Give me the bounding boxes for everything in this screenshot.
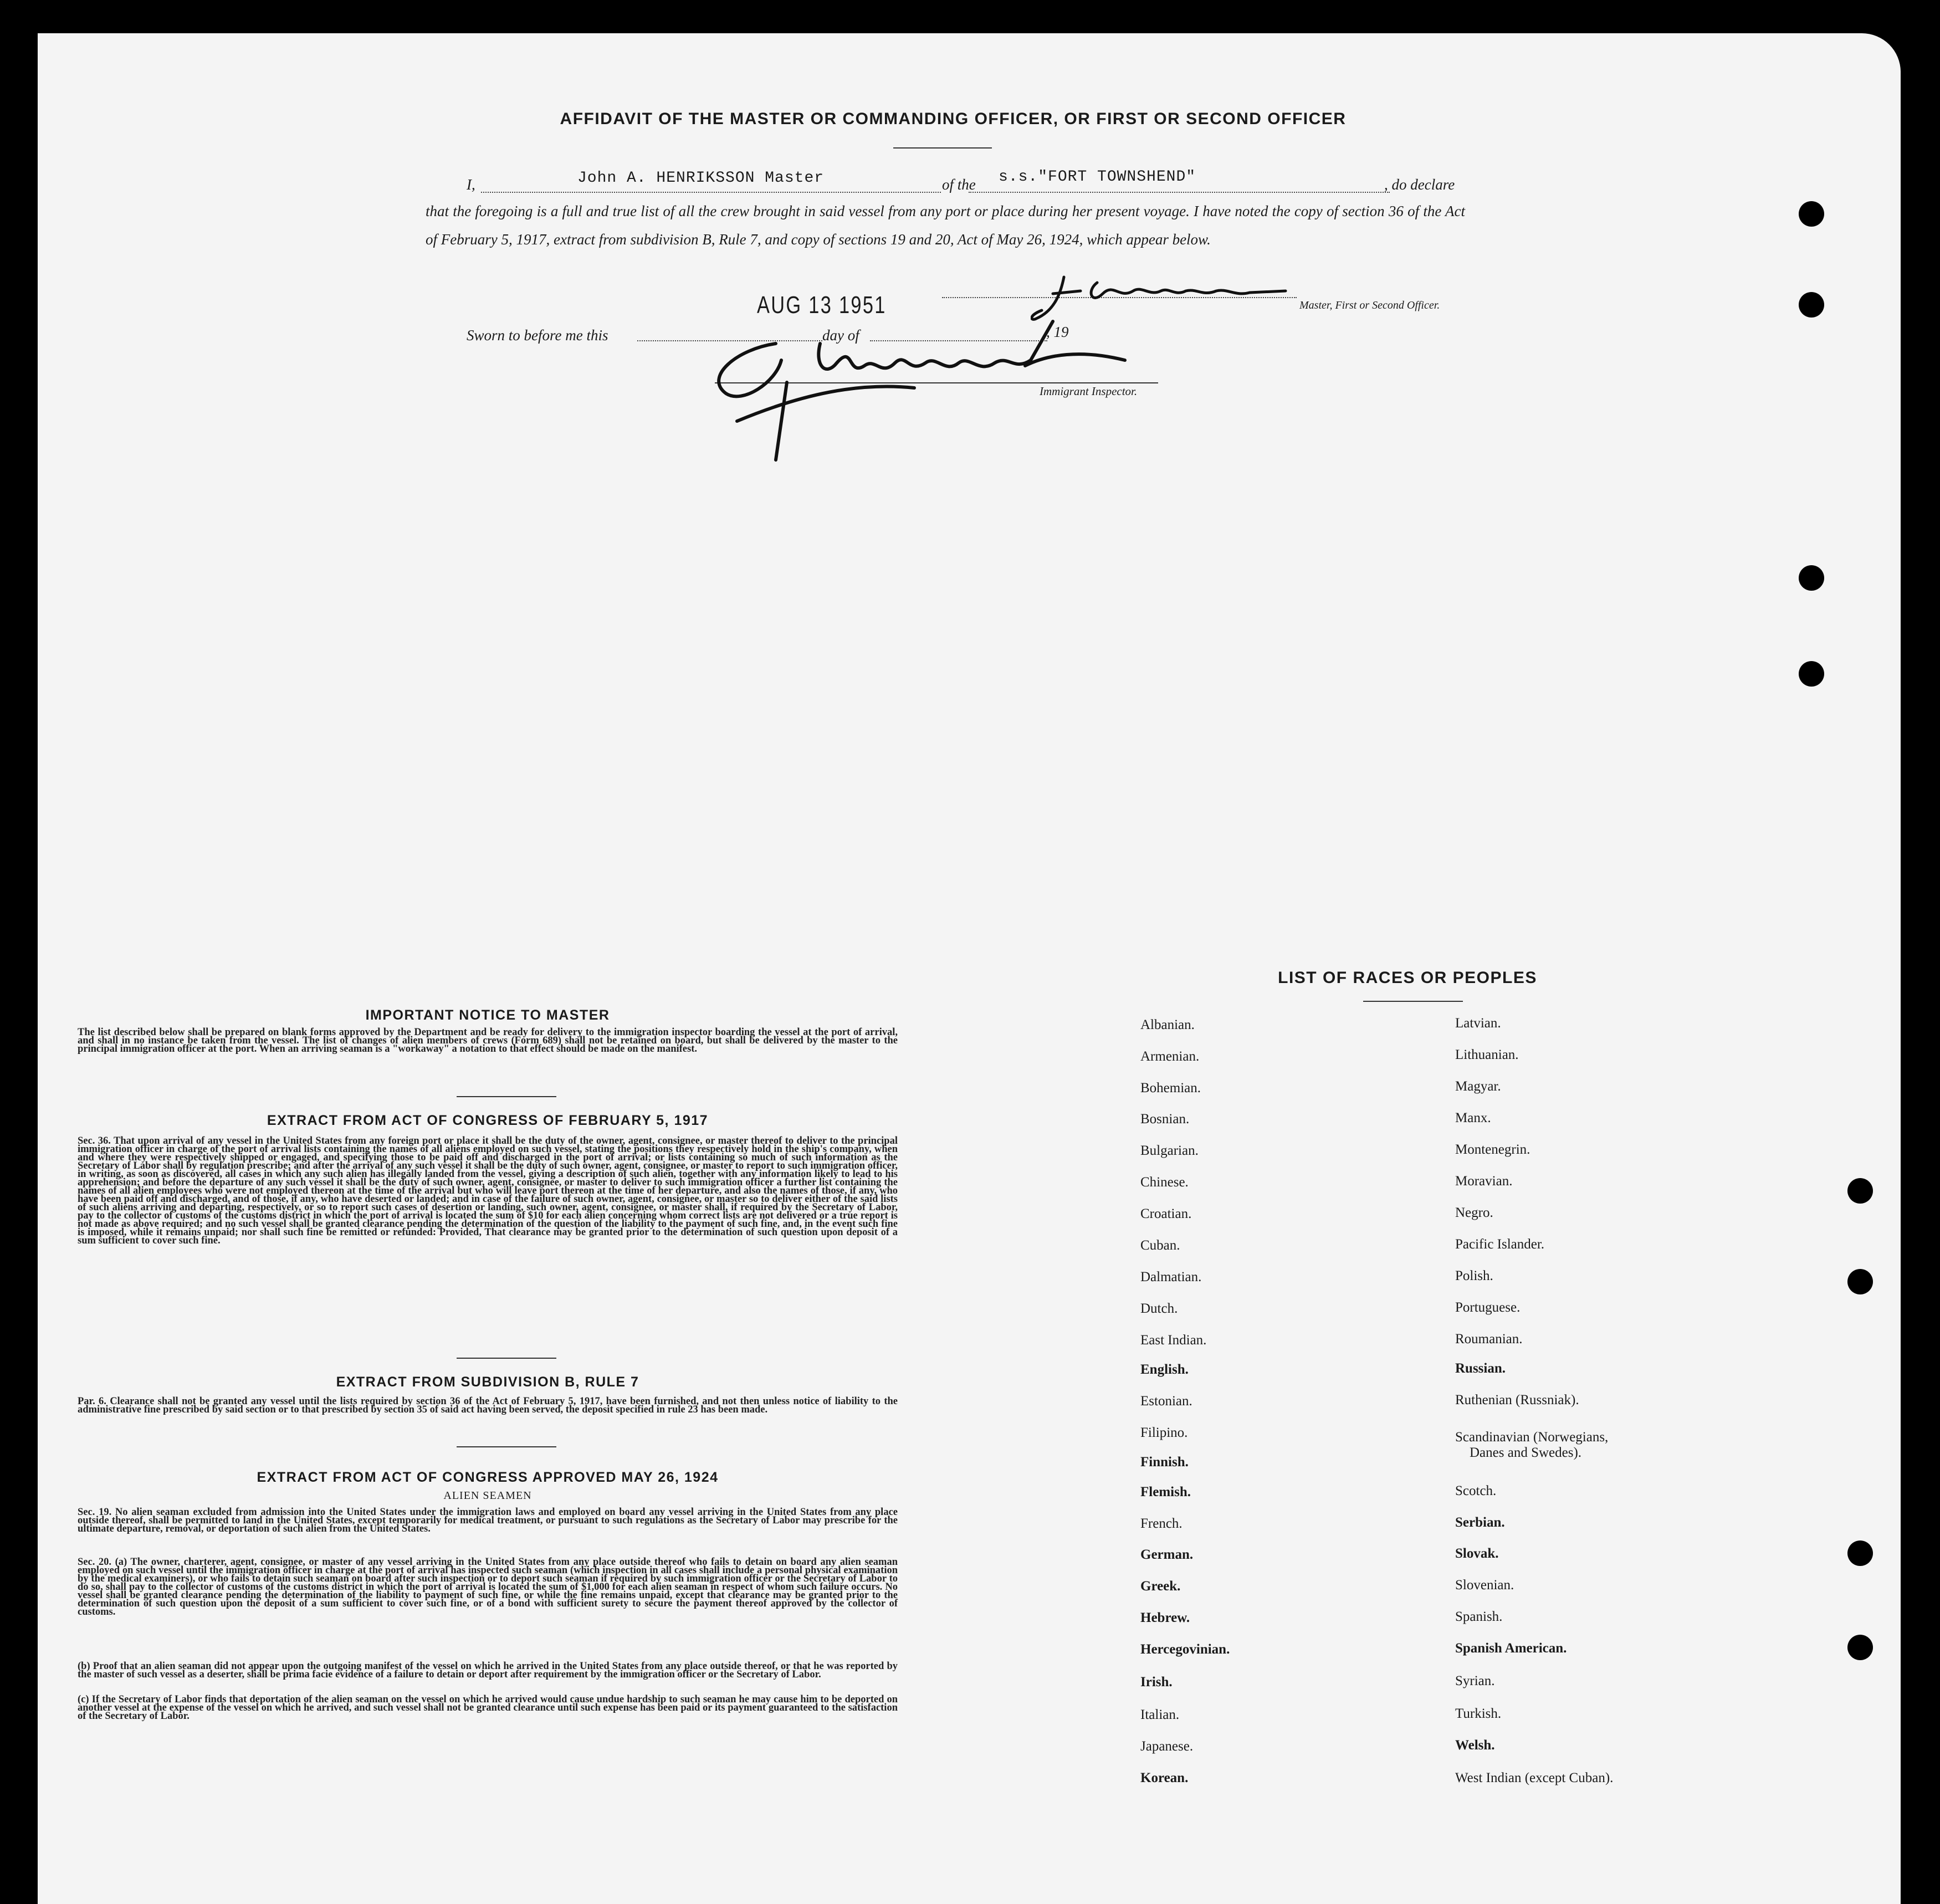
divider [457,1358,556,1359]
master-caption: Master, First or Second Officer. [1299,299,1440,311]
notice-title: IMPORTANT NOTICE TO MASTER [365,1007,610,1023]
race-item: Slovak. [1455,1546,1499,1561]
race-item: Welsh. [1455,1738,1495,1753]
race-item: Cuban. [1140,1238,1180,1253]
race-item: Japanese. [1140,1739,1194,1754]
race-item: Turkish. [1455,1706,1502,1721]
race-item: West Indian (except Cuban). [1455,1770,1614,1785]
race-item: Lithuanian. [1455,1047,1519,1062]
declarant-line [481,192,941,193]
extract-1917-title: EXTRACT FROM ACT OF CONGRESS OF FEBRUARY 5, 1917 [267,1113,709,1128]
rule-7-title: EXTRACT FROM SUBDIVISION B, RULE 7 [336,1374,639,1390]
race-item: Armenian. [1140,1049,1200,1064]
race-item: English. [1140,1362,1189,1377]
race-item: Negro. [1455,1205,1493,1220]
race-item: Spanish American. [1455,1641,1567,1656]
race-item: Flemish. [1140,1485,1191,1499]
race-item: Korean. [1140,1770,1189,1785]
extract-1917-text: Sec. 36. That upon arrival of any vessel in the United States from any foreign port or place it shall be the duty of the owner, agent, consignee, or master thereof to deliver to the principal immigration officer in charge of the port of arrival lists containing the names of all aliens employed on such vessel, stating the positions they respectively hold in the ship's company, when and where they were respectively shipped or engaged, and specifying those to be paid off and discharged in the port of arrival; or lists containing so much of such information as the Secretary of Labor shall by regulation prescribe; and after the arrival of any such vessel it shall be the duty of such owner, agent, consignee, or master to report to such immigration officer, in writing, as soon as discovered, all cases in which any such alien has illegally landed from the vessel, giving a description of such alien, together with any information likely to lead to his apprehension; and before the departure of any such vessel it shall be the duty of such owner, agent, consignee, or master to deliver to such immigration officer a further list containing the names of all alien employees who were not employed thereon at the time of the arrival but who will leave port thereon at the time of her departure, and also the names of those, if any, who have been paid off and discharged, and of those, if any, who have deserted or landed; and in case of the failure of such owner, agent, consignee, or master so to deliver either of the said lists of such aliens arriving and departing, respectively, or so to report such cases of desertion or landing, such owner, agent, consignee, or master shall, if required by the Secretary of Labor, pay to the collector of customs of the customs district in which the port of arrival is located the sum of $10 for each alien concerning whom correct lists are not delivered or a true report is not made as above required; and no such vessel shall be granted clearance pending the determination of the question of the liability to the payment of such fine, and, in the event such fine is imposed, while it remains unpaid; nor shall such fine be remitted or refunded: Provided, That clearance may be granted prior to the determination of such question upon deposit of a sum sufficient to cover such fine. [78,1135,898,1246]
title-divider [893,147,992,149]
declarant-name: John A. HENRIKSSON Master [577,170,825,187]
day-of-label: day of [822,327,859,344]
race-item: Montenegrin. [1455,1142,1530,1157]
race-item: French. [1140,1516,1183,1531]
punch-hole [1799,661,1824,687]
punch-hole [1847,1635,1873,1660]
divider [457,1096,556,1097]
races-title: LIST OF RACES OR PEOPLES [1278,969,1537,987]
race-item: Estonian. [1140,1394,1192,1409]
race-item: Latvian. [1455,1016,1501,1031]
section-20b-text: (b) Proof that an alien seaman did not appear upon the outgoing manifest of the vessel on which he arrived in the United States from any place outside thereof, or that he was reported by the master of such vessel as a deserter, shall be prima facie evidence of a failure to detain or deport after requirement by the immigration officer or the Secretary of Labor. [78,1661,898,1680]
race-item: Polish. [1455,1268,1493,1283]
race-item: Hercegovinian. [1140,1642,1230,1657]
race-item: Filipino. [1140,1425,1188,1440]
race-item: Dutch. [1140,1301,1178,1316]
punch-hole [1847,1269,1873,1294]
race-item: Danes and Swedes). [1470,1445,1582,1460]
race-item: Irish. [1140,1675,1173,1690]
affidavit-title: AFFIDAVIT OF THE MASTER OR COMMANDING OFFICER, OR FIRST OR SECOND OFFICER [560,110,1347,128]
section-19-text: Sec. 19. No alien seaman excluded from admission into the United States under the immigration laws and employed on board any vessel arriving in the United States from any place outside thereof, shall be permitted to land in the United States, except temporarily for medical treatment, or pursuant to such regulations as the Secretary of Labor may prescribe for the ultimate departure, removal, or deportation of such alien from the United States. [78,1507,898,1534]
race-item: Chinese. [1140,1175,1189,1190]
punch-hole [1847,1178,1873,1204]
section-20c-text: (c) If the Secretary of Labor finds that deportation of the alien seaman on the vessel on which he arrived would cause undue hardship to such seaman he may cause him to be deported on another vessel at the expense of the vessel on which he arrived, and such vessel shall not be granted clearance until such expense has been paid or its payment guaranteed to the satisfaction of the Secretary of Labor. [78,1694,898,1722]
race-item: Albanian. [1140,1017,1195,1032]
race-item: Manx. [1455,1110,1491,1125]
race-item: Scandinavian (Norwegians, [1455,1430,1609,1445]
race-item: Syrian. [1455,1673,1495,1688]
section-20a-text: Sec. 20. (a) The owner, charterer, agent, consignee, or master of any vessel arriving in the United States from any place outside thereof who fails to detain on board any alien seaman employed on such vessel until the immigration officer in charge at the port of arrival has inspected such seaman (which inspection in all cases shall include a personal physical examination by the medical examiners), or who fails to detain such seaman on board after such inspection or to deport such seaman if required by such immigration officer or the Secretary of Labor to do so, shall pay to the collector of customs of the customs district in which the port of arrival is located the sum of $1,000 for each alien seaman in respect of whom such failure occurs. No vessel shall be granted clearance pending the determination of the liability to payment of such fine, or while the fine remains unpaid, except that clearance may be granted prior to the determination of such question upon the deposit of a sum sufficient to cover such fine, or of a bond with sufficient surety to secure the payment thereof approved by the collector of customs. [78,1557,898,1618]
punch-hole [1799,292,1824,318]
race-item: Portuguese. [1455,1300,1521,1315]
notice-text: The list described below shall be prepared on blank forms approved by the Department and be ready for delivery to the immigration inspector boarding the vessel at the port of arrival, and shall in no instance be taken from the vessel. The list of changes of alien members of crews (Form 689) shall not be retained on board, but shall be delivered by the master to the principal immigration officer at the port. When an arriving seaman is a "workaway" a notation to that effect should be made on the manifest. [78,1027,898,1055]
race-item: Hebrew. [1140,1610,1190,1625]
race-item: Magyar. [1455,1079,1501,1094]
race-item: Dalmatian. [1140,1270,1202,1284]
race-item: East Indian. [1140,1333,1207,1348]
affidavit-body: that the foregoing is a full and true list of all the crew brought in said vessel from any port or place during her present voyage. I have noted the copy of section 36 of the Act of February 5, 1917, extract from subdivision B, Rule 7, and copy of sections 19 and 20, Act of May 26, 1924, which appear below. [426,203,1465,248]
race-item: Bohemian. [1140,1081,1201,1096]
race-item: Bosnian. [1140,1112,1190,1127]
race-item: Russian. [1455,1361,1506,1376]
extract-1924-title: EXTRACT FROM ACT OF CONGRESS APPROVED MAY 26, 1924 [257,1470,719,1485]
year-label: , 19 [1046,324,1069,340]
race-item: Spanish. [1455,1609,1503,1624]
punch-hole [1799,201,1824,227]
race-item: Greek. [1140,1579,1181,1594]
vessel-name: s.s."FORT TOWNSHEND" [999,168,1196,186]
do-declare-label: , do declare [1384,176,1455,193]
punch-hole [1847,1540,1873,1566]
sworn-label: Sworn to before me this [467,327,608,344]
race-item: Roumanian. [1455,1332,1523,1347]
race-item: Croatian. [1140,1206,1192,1221]
alien-seamen-subtitle: ALIEN SEAMEN [443,1490,532,1502]
race-item: Italian. [1140,1707,1180,1722]
race-item: Moravian. [1455,1174,1513,1189]
declarant-i-label: I, [467,176,475,193]
punch-hole [1799,565,1824,591]
race-item: Finnish. [1140,1455,1189,1470]
rule-7-text: Par. 6. Clearance shall not be granted any vessel until the lists required by section 36 of the Act of February 5, 1917, have been furnished, and not then unless notice of liability to the administrative fine prescribed by said section or to that prescribed by section 35 of said act having been served, the deposit specified in rule 23 has been made. [78,1396,898,1415]
race-item: Pacific Islander. [1455,1237,1545,1252]
race-item: Scotch. [1455,1483,1497,1498]
race-item: Serbian. [1455,1515,1505,1530]
inspector-caption: Immigrant Inspector. [1040,385,1138,398]
race-item: Bulgarian. [1140,1143,1199,1158]
divider [457,1446,556,1447]
of-the-label: of the [942,176,976,193]
date-stamp: AUG 13 1951 [757,291,887,319]
vessel-line [969,192,1390,193]
race-item: Ruthenian (Russniak). [1455,1393,1579,1407]
race-item: German. [1140,1547,1194,1562]
race-item: Slovenian. [1455,1578,1514,1593]
divider [1363,1001,1463,1002]
